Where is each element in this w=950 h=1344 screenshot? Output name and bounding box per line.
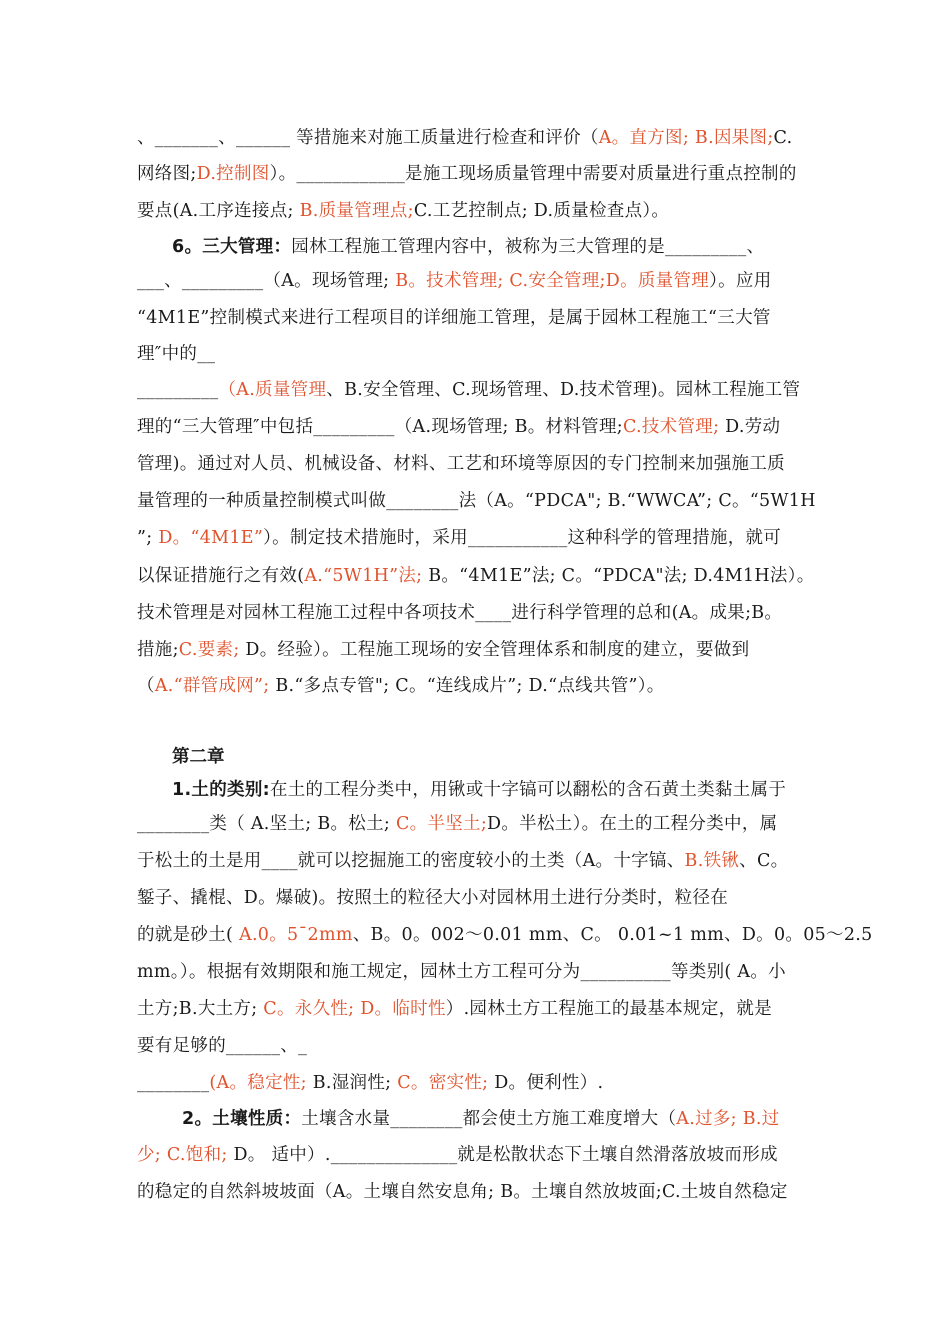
text-line (137, 162, 797, 186)
answer-text: C。密实性; (397, 1073, 489, 1093)
text-segment: 网络图; (137, 164, 197, 184)
text-segment: 理″中的__ (137, 344, 216, 364)
text-line (172, 778, 786, 802)
section-label: 6。三大管理： (172, 237, 292, 257)
answer-text: C.要素; (178, 640, 240, 660)
text-segment: 的就是砂土( (137, 925, 239, 945)
section-label: 1.土的类别: (172, 780, 270, 800)
text-segment: 要有足够的______、_ (137, 1036, 308, 1056)
text-segment: D。半松土）。在土的工程分类中，属 (487, 814, 778, 834)
text-line (172, 235, 764, 259)
answer-text: （A.质量管理 (218, 380, 327, 400)
text-line (137, 886, 728, 910)
text-line (137, 997, 772, 1021)
text-segment: 土壤含水量________都会使土方施工难度增大（ (301, 1109, 677, 1129)
answer-text: C。永久性; D。临时性 (263, 999, 446, 1019)
text-segment: （ (137, 676, 155, 696)
text-segment: 园林工程施工管理内容中，被称为三大管理的是_________、 (291, 237, 765, 257)
answer-text: A.0。5¯2mm (239, 925, 353, 945)
answer-text: A.“5W1H”法; (304, 566, 423, 586)
text-segment: 的稳定的自然斜坡坡面（A。土壤自然安息角; B。土壤自然放坡面;C.土坡自然稳定 (137, 1182, 788, 1202)
text-segment: ）。应用 (709, 271, 772, 291)
answer-text: D.控制图 (196, 164, 270, 184)
text-segment: 、B.安全管理、C.现场管理、D.技术管理)。园林工程施工管 (326, 380, 801, 400)
answer-text: A.过多; B.过 (676, 1109, 780, 1129)
answer-text: A。直方图; B.因果图; (598, 128, 774, 148)
text-segment: D。 适中）.______________就是松散状态下土壤自然滑落放坡而形成 (227, 1145, 778, 1165)
text-segment: ）。____________是施工现场质量管理中需要对质量进行重点控制的 (269, 164, 797, 184)
text-segment: 管理)。通过对人员、机械设备、材料、工艺和环境等原因的专门控制来加强施工质 (137, 454, 785, 474)
text-line (137, 1071, 603, 1095)
text-line (137, 126, 792, 150)
text-line (137, 342, 215, 366)
answer-text: C.技术管理; (622, 417, 720, 437)
text-line (137, 849, 788, 873)
text-segment: _________ (137, 380, 219, 400)
text-segment: 理的“三大管理″中包括_________（A.现场管理; B。材料管理; (137, 417, 623, 437)
text-line (137, 812, 777, 836)
text-line (137, 1143, 778, 1167)
text-line (137, 415, 780, 439)
text-segment: ）.园林土方工程施工的最基本规定，就是 (445, 999, 773, 1019)
text-segment: 于松土的土是用____就可以挖掘施工的密度较小的土类（A。十字镐、 (137, 851, 685, 871)
text-line (137, 1034, 307, 1058)
text-segment: D.劳动 (719, 417, 781, 437)
text-line (137, 199, 669, 223)
text-segment: D。经验）。工程施工现场的安全管理体系和制度的建立，要做到 (239, 640, 750, 660)
text-line (182, 1107, 780, 1131)
text-line (137, 923, 873, 947)
text-line (137, 674, 665, 698)
text-segment: B。“4M1E”法; C。“PDCA"法; D.4M1H法）。 (422, 566, 815, 586)
answer-text: (A。稳定性; (209, 1073, 307, 1093)
text-segment: 錾子、撬棍、D。爆破)。按照土的粒径大小对园林用土进行分类时，粒径在 (137, 888, 729, 908)
text-segment: 、C。 (739, 851, 789, 871)
answer-text: B。技术管理; C.安全管理;D。质量管理 (395, 271, 710, 291)
answer-text: C。半坚土; (395, 814, 488, 834)
text-segment: 要点(A.工序连接点; (137, 201, 300, 221)
text-segment: 以保证措施行之有效( (137, 566, 305, 586)
text-line (137, 269, 772, 293)
text-segment: 措施; (137, 640, 179, 660)
answer-text: A.“群管成网”; (154, 676, 270, 696)
chapter-heading: 第二章 (172, 747, 225, 767)
text-segment: mm。）。根据有效期限和施工规定，园林土方工程可分为__________等类别( A。小 (137, 962, 786, 982)
section-label: 2。土壤性质： (182, 1109, 302, 1129)
text-line (137, 306, 771, 330)
answer-text: B.质量管理点; (299, 201, 414, 221)
text-segment: C.工艺控制点; D.质量检查点）。 (413, 201, 670, 221)
text-segment: “4M1E”控制模式来进行工程项目的详细施工管理，是属于园林工程施工“三大管 (137, 308, 771, 328)
text-segment: 技术管理是对园林工程施工过程中各项技术____进行科学管理的总和(A。成果;B。 (137, 603, 783, 623)
text-line (137, 601, 782, 625)
text-segment: B.“多点专管"; C。“连线成片”; D.“点线共管”）。 (269, 676, 665, 696)
text-segment: D。便利性）. (488, 1073, 604, 1093)
text-line (137, 378, 800, 402)
text-segment: 、B。0。002～0.01 mm、C。 0.01~1 mm、D。0。05～2.5 (352, 925, 873, 945)
answer-text: D。“4M1E” (158, 528, 264, 548)
text-segment: 、_______、______ 等措施来对施工质量进行检查和评价（ (137, 128, 599, 148)
text-segment: ___、_________（A。现场管理; (137, 271, 396, 291)
text-segment: 量管理的一种质量控制模式叫做________法（A。“PDCA"; B.“WWCA”; C。“5W1H (137, 491, 816, 511)
text-line (137, 638, 749, 662)
text-segment: 土方;B.大土方; (137, 999, 264, 1019)
answer-text: B.铁锹 (684, 851, 740, 871)
text-line (137, 489, 816, 513)
text-line (137, 564, 815, 588)
text-line (137, 960, 786, 984)
text-line (137, 526, 781, 550)
text-segment: ）。制定技术措施时，采用___________这种科学的管理措施，就可 (263, 528, 782, 548)
text-segment: ”; (137, 528, 159, 548)
text-line (137, 1180, 788, 1204)
text-segment: ________ (137, 1073, 210, 1093)
answer-text: 少; C.饱和; (137, 1145, 228, 1165)
text-segment: 在土的工程分类中，用锹或十字镐可以翻松的含石黄土类黏土属于 (269, 780, 787, 800)
text-segment: ________类（ A.坚土; B。松土; (137, 814, 396, 834)
text-segment: C. (773, 128, 793, 148)
text-line (137, 452, 785, 476)
text-segment: B.湿润性; (306, 1073, 398, 1093)
